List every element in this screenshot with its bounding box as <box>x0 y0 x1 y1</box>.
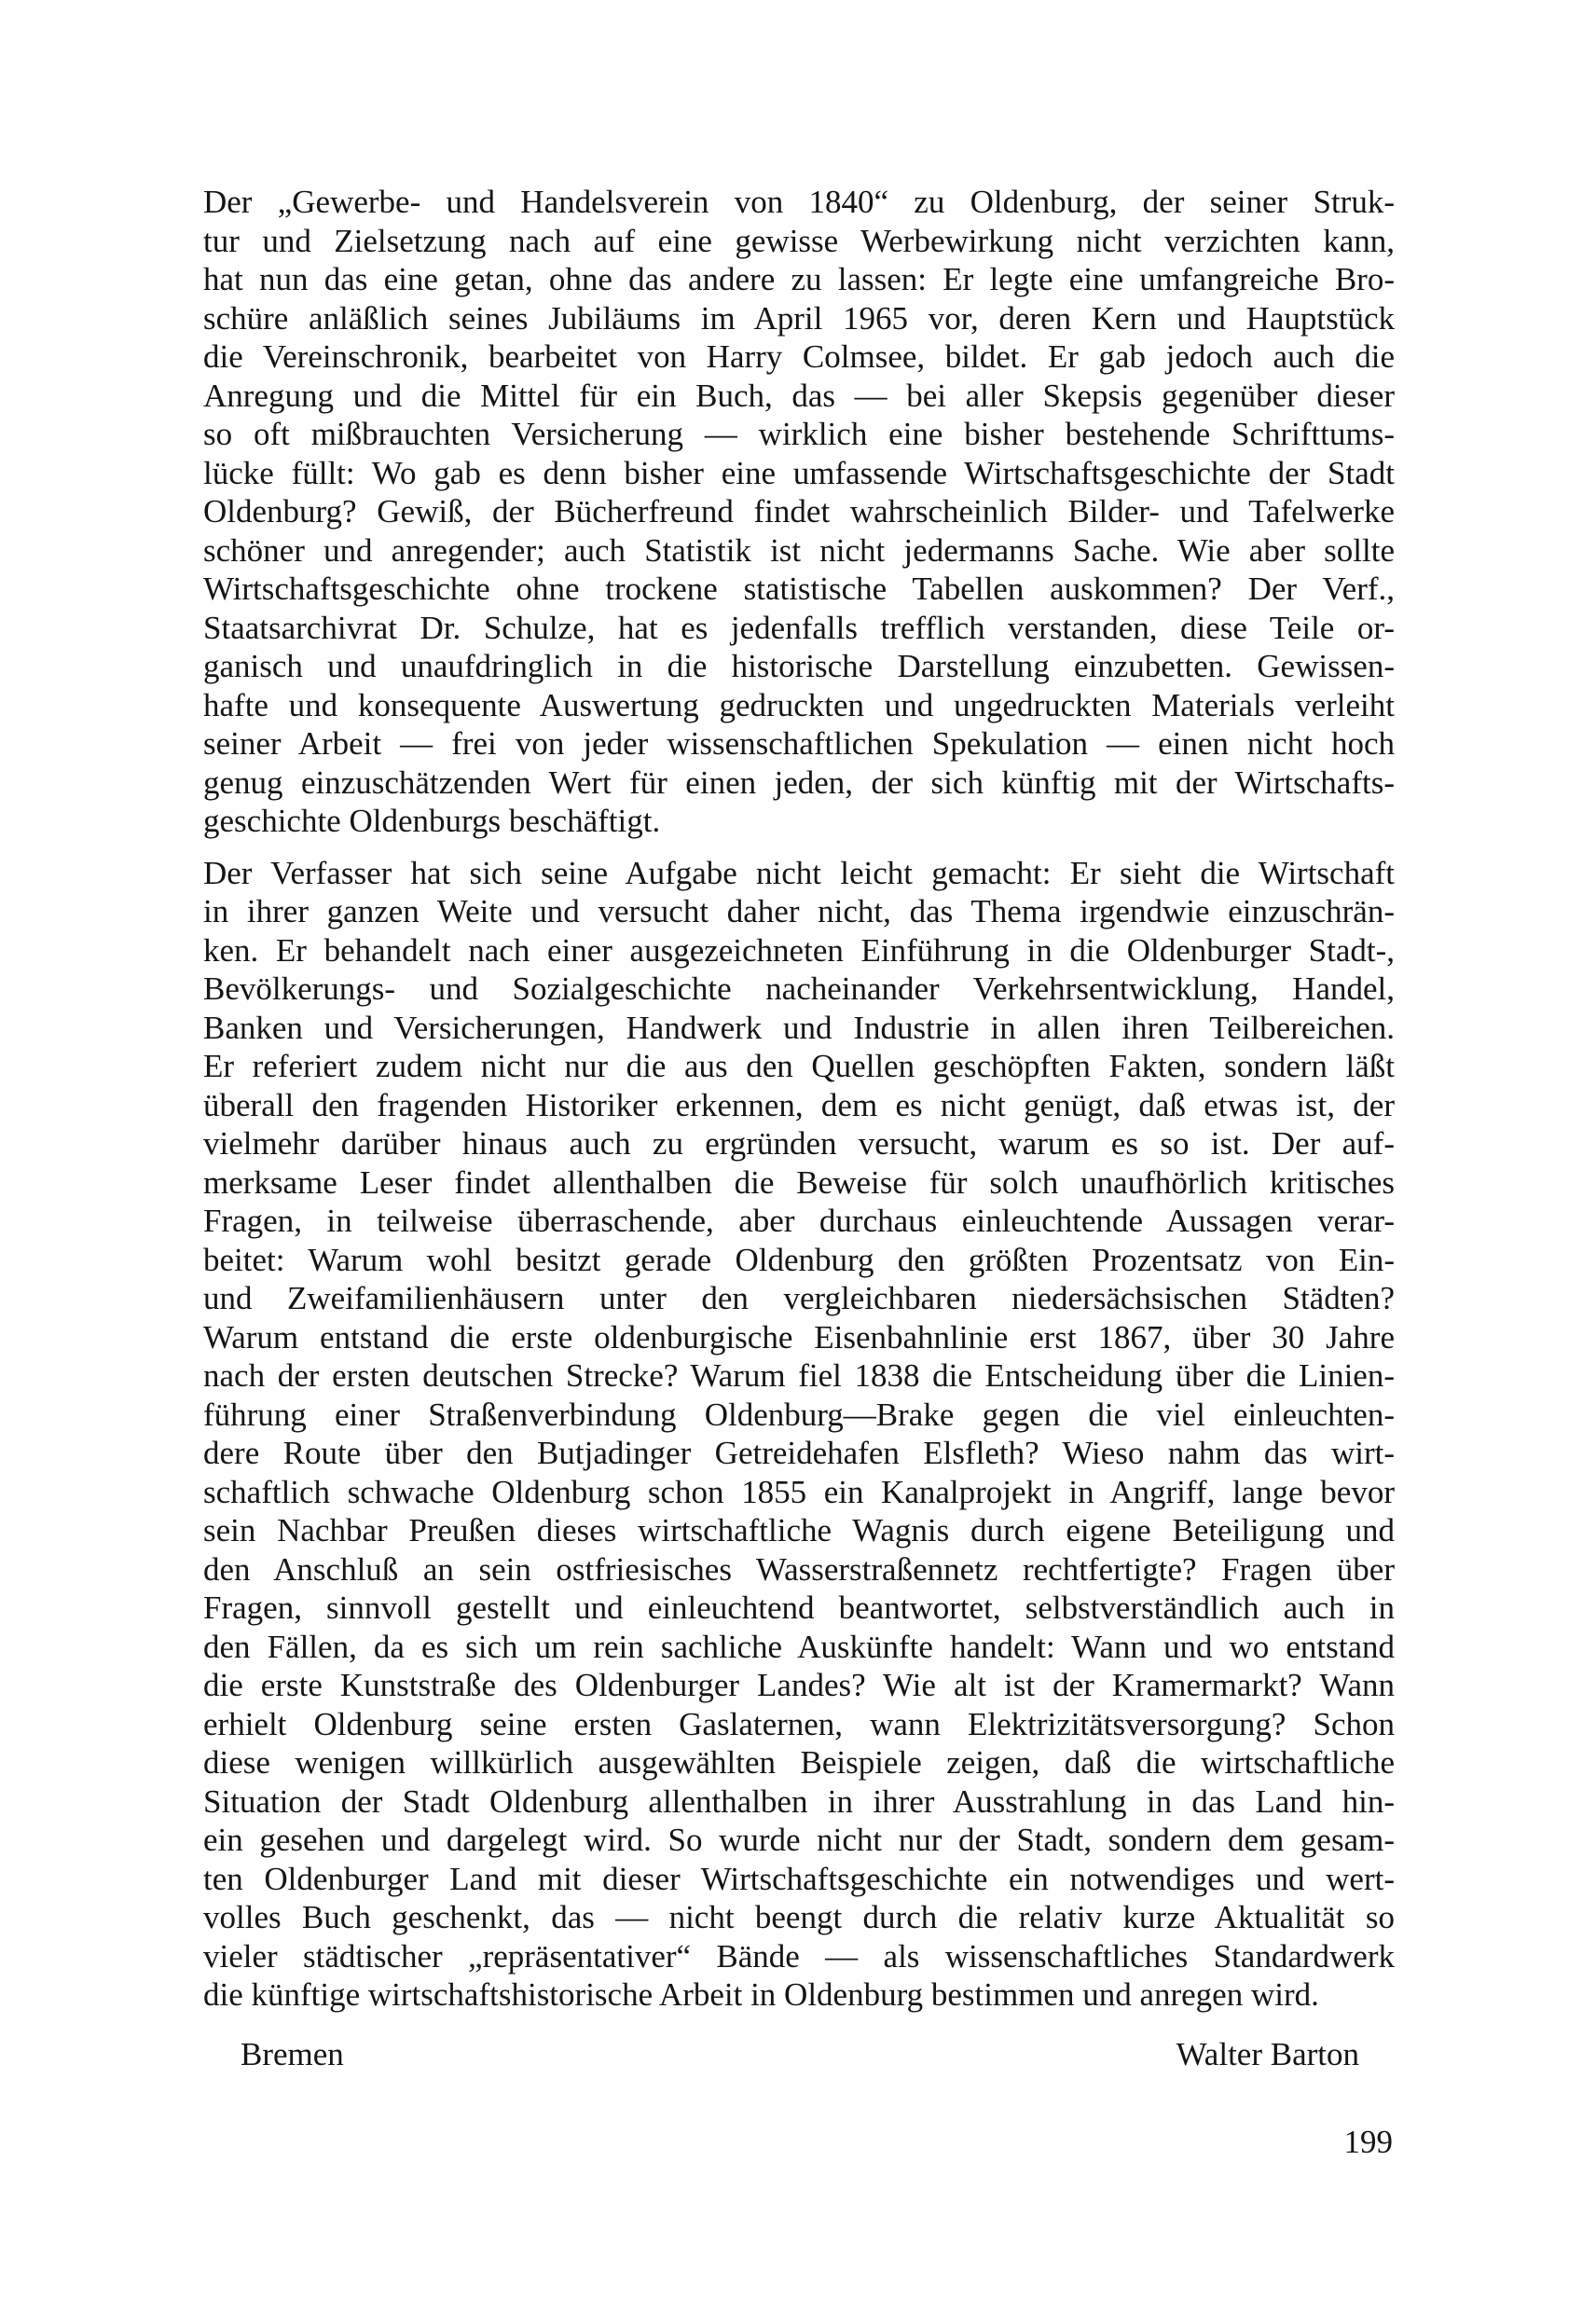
text-line: erhielt Oldenburg seine ersten Gaslaternen, wann Elektrizitätsversorgung? Schon <box>203 1705 1395 1742</box>
text-line: in ihrer ganzen Weite und versucht daher nicht, das Thema irgendwie einzuschrän- <box>203 893 1395 929</box>
text-line: Warum entstand die erste oldenburgische Eisenbahnlinie erst 1867, über 30 Jahre <box>203 1318 1395 1356</box>
text-line: Bevölkerungs- und Sozialgeschichte nacheinander Verkehrsentwicklung, Handel, <box>203 970 1395 1007</box>
text-line: Anregung und die Mittel für ein Buch, das — bei aller Skepsis gegenüber dieser <box>203 377 1395 414</box>
text-line: Wirtschaftsgeschichte ohne trockene statistische Tabellen auskommen? Der Verf., <box>203 571 1395 607</box>
text-line: Fragen, in teilweise überraschende, aber durchaus einleuchtende Aussagen verar- <box>203 1203 1395 1239</box>
text-line: Oldenburg? Gewiß, der Bücherfreund findet wahrscheinlich Bilder- und Tafelwerke <box>203 493 1395 530</box>
text-line: Der „Gewerbe- und Handelsverein von 1840“ zu Oldenburg, der seiner Struk- <box>203 184 1395 220</box>
text-line: so oft mißbrauchten Versicherung — wirklich eine bisher bestehende Schrifttums- <box>203 416 1395 452</box>
text-line: beitet: Warum wohl besitzt gerade Oldenburg den größten Prozentsatz von Ein- <box>203 1241 1395 1278</box>
text-line: überall den fragenden Historiker erkennen, dem es nicht genügt, daß etwas ist, der <box>203 1086 1395 1123</box>
text-line: schüre anläßlich seines Jubiläums im April 1965 vor, deren Kern und Hauptstück <box>203 299 1395 337</box>
text-line: dere Route über den Butjadinger Getreidehafen Elsfleth? Wieso nahm das wirt- <box>203 1435 1395 1471</box>
text-line: Situation der Stadt Oldenburg allenthalben in ihrer Ausstrahlung in das Land hin- <box>203 1782 1395 1820</box>
text-line: die künftige wirtschaftshistorische Arbeit in Oldenburg bestimmen und anregen wird. <box>203 1976 1319 2013</box>
text-line: genug einzuschätzenden Wert für einen jeden, der sich künftig mit der Wirtschafts- <box>203 764 1395 801</box>
text-line: vieler städtischer „repräsentativer“ Bände — als wissenschaftliches Standardwerk <box>203 1937 1395 1975</box>
paragraph <box>203 854 1395 2015</box>
text-line: tur und Zielsetzung nach auf eine gewisse Werbewirkung nicht verzichten kann, <box>203 222 1395 259</box>
text-line: sein Nachbar Preußen dieses wirtschaftliche Wagnis durch eigene Beteiligung und <box>203 1512 1395 1548</box>
text-line: Er referiert zudem nicht nur die aus den Quellen geschöpften Fakten, sondern läßt <box>203 1048 1395 1084</box>
text-line: seiner Arbeit — frei von jeder wissenschaftlichen Spekulation — einen nicht hoch <box>203 725 1395 762</box>
signature <box>203 2035 1395 2074</box>
text-line: merksame Leser findet allenthalben die Beweise für solch unaufhörlich kritisches <box>203 1163 1395 1201</box>
text-line: volles Buch geschenkt, das — nicht beengt durch die relativ kurze Aktualität so <box>203 1899 1395 1935</box>
signature-author: Walter Barton <box>1176 2035 1359 2072</box>
text-line: Der Verfasser hat sich seine Aufgabe nicht leicht gemacht: Er sieht die Wirtschaft <box>203 854 1395 891</box>
text-line: den Anschluß an sein ostfriesisches Wasserstraßennetz rechtfertigte? Fragen über <box>203 1550 1395 1588</box>
text-line: die Vereinschronik, bearbeitet von Harry Colmsee, bildet. Er gab jedoch auch die <box>203 338 1395 375</box>
text-line: hat nun das eine getan, ohne das andere zu lassen: Er legte eine umfangreiche Bro- <box>203 261 1395 297</box>
paragraphs <box>203 183 1395 2015</box>
text-line: Fragen, sinnvoll gestellt und einleuchtend beantwortet, selbstverständlich auch in <box>203 1590 1395 1626</box>
review-text <box>203 183 1395 2074</box>
text-line: diese wenigen willkürlich ausgewählten Beispiele zeigen, daß die wirtschaftliche <box>203 1744 1395 1781</box>
text-line: schaftlich schwache Oldenburg schon 1855 ein Kanalprojekt in Angriff, lange bevor <box>203 1473 1395 1510</box>
paragraph <box>203 183 1395 841</box>
page-number: 199 <box>1343 2124 1393 2160</box>
text-line: geschichte Oldenburgs beschäftigt. <box>203 803 661 839</box>
text-line: hafte und konsequente Auswertung gedruckten und ungedruckten Materials verleiht <box>203 686 1395 723</box>
text-line: Staatsarchivrat Dr. Schulze, hat es jedenfalls trefflich verstanden, diese Teile or- <box>203 609 1395 646</box>
text-line: vielmehr darüber hinaus auch zu ergründen versucht, warum es so ist. Der auf- <box>203 1125 1395 1162</box>
text-line: ten Oldenburger Land mit dieser Wirtschaftsgeschichte ein notwendiges und wert- <box>203 1860 1395 1897</box>
text-line: ein gesehen und dargelegt wird. So wurde nicht nur der Stadt, sondern dem gesam- <box>203 1822 1395 1858</box>
text-line: ganisch und unaufdringlich in die historische Darstellung einzubetten. Gewissen- <box>203 648 1395 684</box>
text-line: ken. Er behandelt nach einer ausgezeichneten Einführung in die Oldenburger Stadt-, <box>203 931 1395 969</box>
text-line: die erste Kunststraße des Oldenburger Landes? Wie alt ist der Kramermarkt? Wann <box>203 1667 1395 1703</box>
text-line: Banken und Versicherungen, Handwerk und Industrie in allen ihren Teilbereichen. <box>203 1009 1395 1046</box>
text-line: und Zweifamilienhäusern unter den vergleichbaren niedersächsischen Städten? <box>203 1280 1395 1316</box>
text-line: schöner und anregender; auch Statistik ist nicht jedermanns Sache. Wie aber sollte <box>203 531 1395 569</box>
signature-place: Bremen <box>241 2035 344 2072</box>
text-line: den Fällen, da es sich um rein sachliche Auskünfte handelt: Wann und wo entstand <box>203 1628 1395 1665</box>
text-line: nach der ersten deutschen Strecke? Warum fiel 1838 die Entscheidung über die Linien- <box>203 1357 1395 1394</box>
text-line: führung einer Straßenverbindung Oldenburg—Brake gegen die viel einleuchten- <box>203 1396 1395 1433</box>
text-line: lücke füllt: Wo gab es denn bisher eine umfassende Wirtschaftsgeschichte der Stadt <box>203 454 1395 491</box>
